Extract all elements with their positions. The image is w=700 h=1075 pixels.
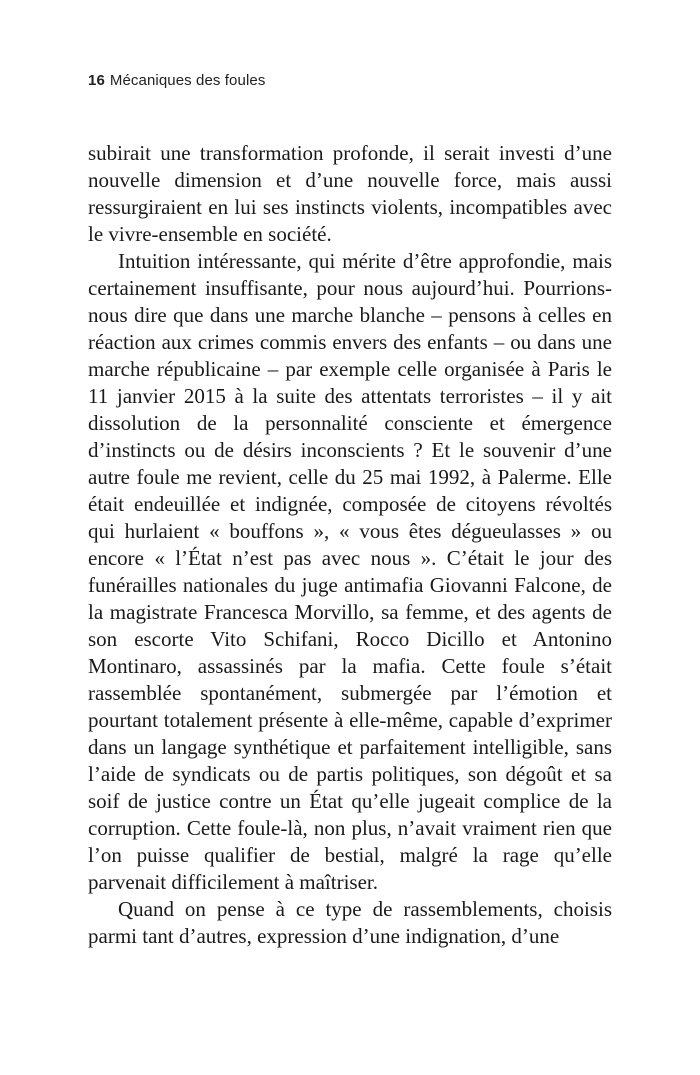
running-title: Mécaniques des foules <box>109 72 266 89</box>
running-head <box>88 72 265 89</box>
body-text <box>88 140 612 950</box>
paragraph-continuation: subirait une transformation profonde, il serait investi d’une nouvelle dimension et d’une nouvelle force, mais aussi ressurgiraient en lui ses instincts violents, incompatibles avec le vivre-ensemble en société. <box>88 141 612 246</box>
paragraph-rassemblements: Quand on pense à ce type de rassemblements, choisis parmi tant d’autres, expression d’une indignation, d’une <box>88 897 612 948</box>
paragraph-intuition: Intuition intéressante, qui mérite d’être approfondie, mais certainement insuffisante, pour nous aujourd’hui. Pourrions-nous dire que dans une marche blanche – pensons à celles en réaction aux crimes commis envers des enfants – ou dans une marche républicaine – par exemple celle organisée à Paris le 11 janvier 2015 à la suite des attentats terroristes – il y ait dissolution de la personnalité consciente et émergence d’instincts ou de désirs inconscients ? Et le souvenir d’une autre foule me revient, celle du 25 mai 1992, à Palerme. Elle était endeuillée et indignée, composée de citoyens révoltés qui hurlaient « bouffons », « vous êtes dégueulasses » ou encore « l’État n’est pas avec nous ». C’était le jour des funérailles nationales du juge antimafia Giovanni Falcone, de la magistrate Francesca Morvillo, sa femme, et des agents de son escorte Vito Schifani, Rocco Dicillo et Antonino Montinaro, assassinés par la mafia. Cette foule s’était rassemblée spontanément, submergée par l’émotion et pourtant totalement présente à elle-même, capable d’exprimer dans un langage synthétique et parfaitement intelligible, sans l’aide de syndicats ou de partis politiques, son dégoût et sa soif de justice contre un État qu’elle jugeait complice de la corruption. Cette foule-là, non plus, n’avait vraiment rien que l’on puisse qualifier de bestial, malgré la rage qu’elle parvenait difficilement à maîtriser. <box>88 249 612 894</box>
page-number: 16 <box>88 72 105 89</box>
